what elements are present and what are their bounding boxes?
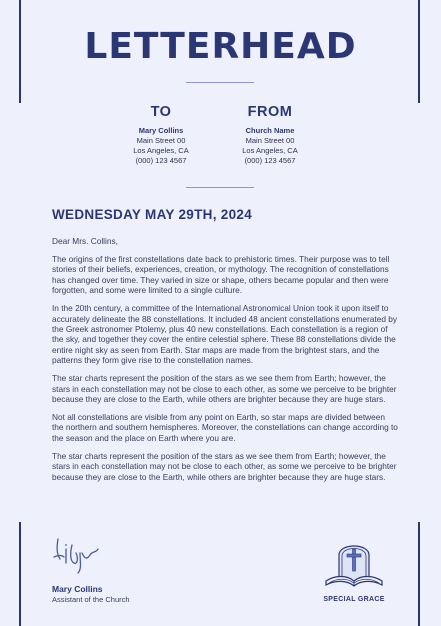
body-paragraph: The star charts represent the position of the stars as we see them from Earth; however, the stars in each constellation may not be close to each other, as some we perceive to be brighter because they are close to the Earth, while others are brighter because they are huge stars. [52, 450, 397, 482]
title-divider [186, 82, 254, 83]
to-heading: TO [150, 104, 172, 120]
handwritten-signature [52, 535, 104, 575]
left-bottom-border-line [19, 522, 21, 626]
salutation: Dear Mrs. Collins, [52, 236, 118, 246]
to-block [106, 104, 216, 166]
from-phone: (000) 123 4567 [244, 156, 296, 165]
body-paragraph: The star charts represent the position of the stars as we see them from Earth; however, the stars in each constellation may not be close to each other, as some we perceive to be brighter because they are close to the Earth, while others are brighter because they are huge stars. [52, 373, 397, 405]
body-paragraph: Not all constellations are visible from any point on Earth, so star maps are divided between the northern and southern hemispheres. Moreover, the constellations can change according to the season and the place on Earth where you are. [52, 412, 398, 443]
right-bottom-border-line [418, 522, 420, 626]
from-name: Church Name [245, 126, 295, 135]
from-block [215, 104, 325, 166]
letter-body [52, 236, 398, 490]
to-name: Mary Collins [138, 126, 184, 135]
from-city: Los Angeles, CA [242, 146, 298, 155]
body-paragraph: In the 20th century, a committee of the International Astronomical Union took it upon itself to accurately delineate the 88 constellations. It included 48 ancient constellations enumerated by the Greek astronomer Ptolemy, plus 40 new constellations. Each constellation is a region of the sky, and together they cover the entire celestial sphere. These 88 constellations divide the entire night sky as seen from Earth. Star maps are made from the brightest stars, and the patterns they form give rise to the constellation names. [52, 303, 398, 366]
signer-name: Mary Collins [52, 584, 103, 594]
body-paragraph: The origins of the first constellations date back to prehistoric times. Their purpose was to tell stories of their beliefs, experiences, creation, or mythology. The recognition of constellations has changed over time. They varied in size or shape, others became popular and then were forgotten, and some were limited to a single culture. [52, 254, 390, 296]
logo-text: SPECIAL GRACE [323, 596, 385, 603]
signer-role: Assistant of the Church [52, 595, 130, 604]
from-street: Main Street 00 [245, 136, 295, 145]
letter-date: WEDNESDAY MAY 29TH, 2024 [52, 207, 253, 222]
to-street: Main Street 00 [136, 136, 186, 145]
to-phone: (000) 123 4567 [135, 156, 187, 165]
church-bible-cross-icon [323, 537, 385, 593]
from-heading: FROM [247, 104, 293, 120]
letterhead-title: LETTERHEAD [84, 26, 357, 67]
address-divider [186, 187, 254, 188]
to-city: Los Angeles, CA [133, 146, 189, 155]
